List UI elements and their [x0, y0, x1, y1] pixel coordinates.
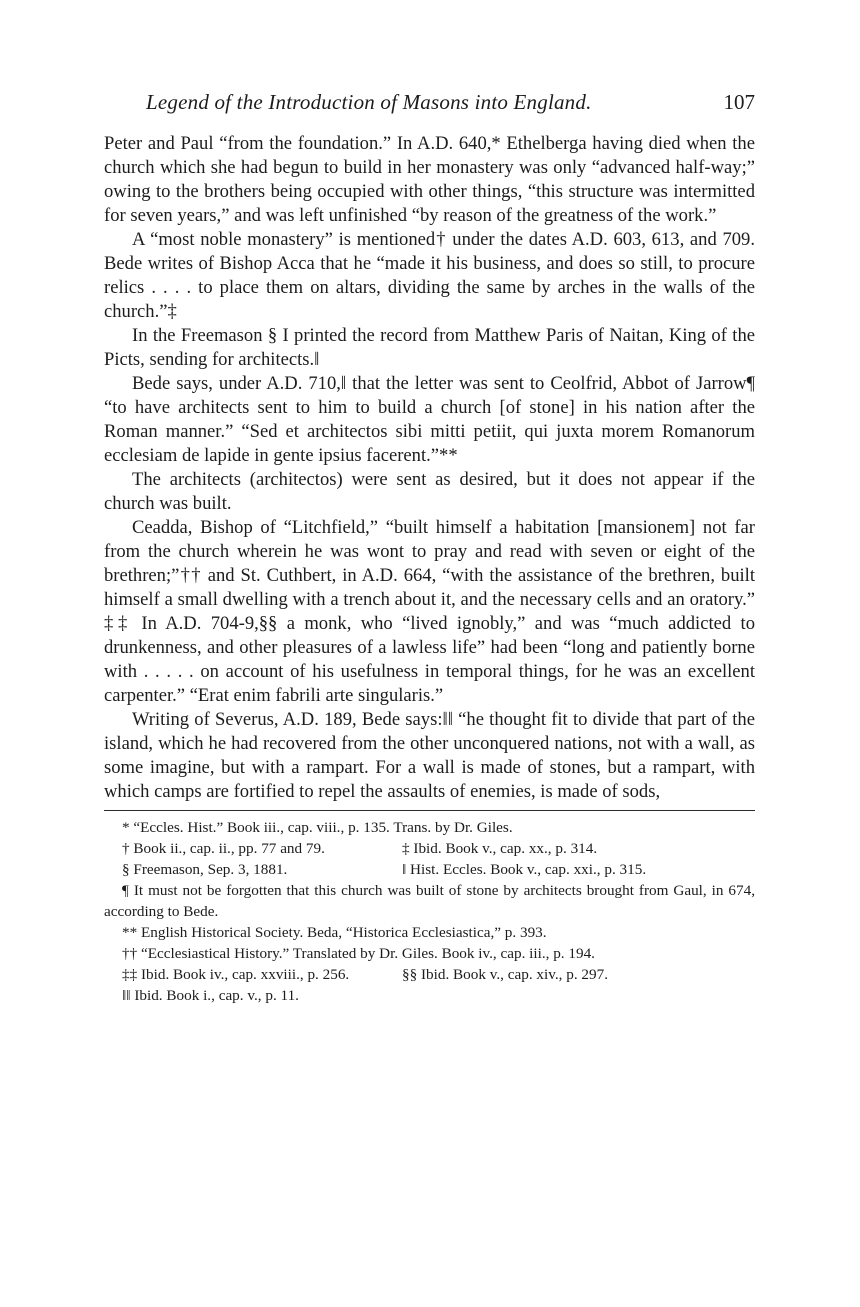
footnote: § Freemason, Sep. 3, 1881.	[122, 861, 288, 878]
paragraph: A “most noble monastery” is mentioned† under the dates A.D. 603, 613, and 709. Bede writes of Bishop Acca that he “made it his business, and does so still, to procure relics . . . . to place them on altars, dividing the same by arches in the walls of the church.”‡	[104, 229, 755, 322]
footnote: ‡‡ Ibid. Book iv., cap. xxviii., p. 256.	[122, 966, 350, 983]
page-number: 107	[723, 90, 755, 114]
body-text	[104, 132, 755, 804]
footnote: † Book ii., cap. ii., pp. 77 and 79.	[122, 840, 325, 857]
paragraph: Bede says, under A.D. 710,‖ that the letter was sent to Ceolfrid, Abbot of Jarrow¶ “to have architects sent to him to build a church [of stone] in his nation after the Roman manner.” “Sed et architectos sibi mitti petiit, qui juxta morem Romanorum ecclesiam de lapide in gente ipsius facerent.”**	[104, 373, 755, 466]
footnote: ‖ Hist. Eccles. Book v., cap. xxi., p. 315.	[402, 861, 647, 878]
book-page	[104, 88, 755, 1006]
footnote: * “Eccles. Hist.” Book iii., cap. viii., p. 135. Trans. by Dr. Giles.	[122, 819, 513, 836]
footnote: †† “Ecclesiastical History.” Translated by Dr. Giles. Book iv., cap. iii., p. 194.	[122, 945, 595, 962]
footnotes	[104, 817, 755, 1006]
footnote: ** English Historical Society. Beda, “Historica Ecclesiastica,” p. 393.	[122, 924, 547, 941]
paragraph: Writing of Severus, A.D. 189, Bede says:‖‖ “he thought fit to divide that part of the island, which he had recovered from the other unconquered nations, not with a wall, as some imagine, but with a rampart. For a wall is made of stones, but a rampart, with which camps are fortified to repel the assaults of enemies, is made of sods,	[104, 709, 755, 802]
footnote-pair	[104, 964, 755, 985]
running-head	[104, 88, 755, 122]
running-title: Legend of the Introduction of Masons into England.	[146, 90, 592, 114]
paragraph: Ceadda, Bishop of “Litchfield,” “built himself a habitation [mansionem] not far from the church wherein he was wont to pray and read with seven or eight of the brethren;”†† and St. Cuthbert, in A.D. 664, “with the assistance of the brethren, built himself a small dwelling with a trench about it, and the necessary cells and an oratory.” ‡‡ In A.D. 704-9,§§ a monk, who “lived ignobly,” and was “much addicted to drunkenness, and other pleasures of a lawless life” had been “long and patiently borne with . . . . . on account of his usefulness in temporal things, for he was an excellent carpenter.” “Erat enim fabrili arte singularis.”	[104, 517, 755, 706]
paragraph: In the Freemason § I printed the record from Matthew Paris of Naitan, King of the Picts, sending for architects.‖	[104, 325, 755, 370]
footnote-pair	[104, 859, 755, 880]
footnote: ‖‖ Ibid. Book i., cap. v., p. 11.	[122, 987, 299, 1004]
footnote: ¶ It must not be forgotten that this church was built of stone by architects brought from Gaul, in 674, according to Bede.	[104, 882, 755, 920]
footnote: §§ Ibid. Book v., cap. xiv., p. 297.	[402, 966, 608, 983]
footnote-pair	[104, 838, 755, 859]
paragraph: The architects (architectos) were sent as desired, but it does not appear if the church was built.	[104, 469, 755, 514]
paragraph: Peter and Paul “from the foundation.” In A.D. 640,* Ethelberga having died when the church which she had begun to build in her monastery was only “advanced half-way;” owing to the brothers being occupied with other things, “this structure was intermitted for seven years,” and was left unfinished “by reason of the greatness of the work.”	[104, 133, 755, 226]
footnote-divider	[104, 810, 755, 811]
footnote: ‡ Ibid. Book v., cap. xx., p. 314.	[402, 840, 598, 857]
